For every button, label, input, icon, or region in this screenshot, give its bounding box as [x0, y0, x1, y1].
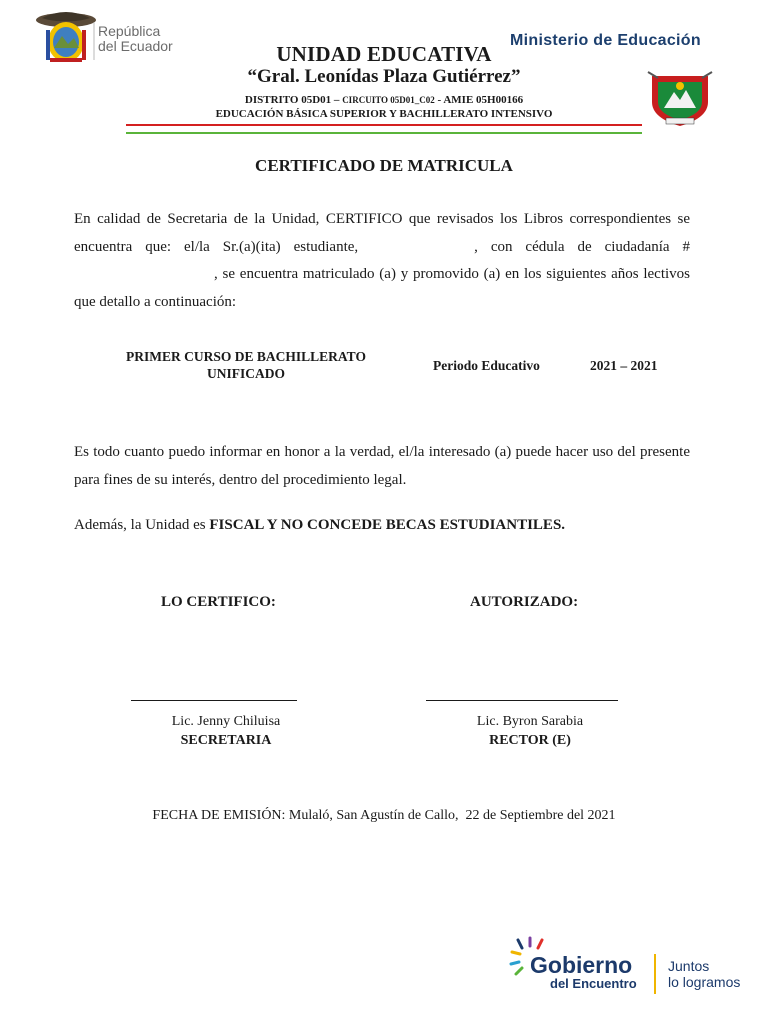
p1-part-b: , con cédula de ciudadanía #	[474, 238, 690, 255]
certificate-paragraph-3	[74, 512, 690, 540]
distrito-part-b: CIRCUITO 05D01_C02	[342, 95, 435, 105]
distrito-part-a: DISTRITO 05D01 –	[244, 94, 343, 106]
p3-part-b: FISCAL Y NO CONCEDE BECAS ESTUDIANTILES.	[209, 517, 566, 533]
republica-line2: del Ecuador	[98, 38, 173, 54]
certificate-paragraph-1	[74, 206, 690, 316]
juntos-line2: lo logramos	[668, 974, 741, 990]
secretaria-role: SECRETARIA	[180, 733, 272, 748]
juntos-line1: Juntos	[668, 958, 710, 974]
course-name	[96, 348, 396, 382]
header-divider-red	[126, 124, 642, 126]
juntos-lo-logramos-text	[668, 958, 740, 990]
educacion-line: EDUCACIÓN BÁSICA SUPERIOR Y BACHILLERATO INTENSIVO	[215, 108, 553, 120]
header-divider-green	[126, 132, 642, 134]
periodo-label: Periodo Educativo	[433, 358, 540, 373]
p1-part-c: , se encuentra matriculado (a) y promovido (a) en los siguientes años lectivos que detallo a continuación:	[74, 266, 690, 310]
rector-name: Lic. Byron Sarabia	[476, 714, 584, 729]
rector-role: RECTOR (E)	[489, 733, 571, 748]
ministerio-logo-text: Ministerio de Educación	[510, 32, 701, 49]
autorizado-heading: AUTORIZADO:	[470, 594, 579, 610]
fecha-emision: FECHA DE EMISIÓN: Mulaló, San Agustín de Callo, 22 de Septiembre del 2021	[152, 808, 616, 823]
lo-certifico-heading: LO CERTIFICO:	[161, 594, 276, 610]
distrito-line	[0, 94, 768, 106]
distrito-part-c: - AMIE 05H00166	[434, 94, 524, 106]
secretaria-name: Lic. Jenny Chiluisa	[171, 714, 281, 729]
periodo-value: 2021 – 2021	[590, 358, 658, 373]
certificate-paragraph-2: Es todo cuanto puedo informar en honor a la verdad, el/la interesado (a) puede hacer uso del presente para fines de su interés, dentro del procedimiento legal.	[74, 444, 690, 488]
rector-signature-line	[426, 700, 618, 701]
school-patron: “Gral. Leonídas Plaza Gutiérrez”	[247, 66, 521, 87]
footer-divider	[654, 954, 656, 994]
course-line2: UNIFICADO	[206, 366, 285, 381]
republica-line1: República	[98, 23, 161, 39]
school-name: UNIDAD EDUCATIVA	[276, 42, 492, 66]
secretaria-signature-line	[131, 700, 297, 701]
course-line1: PRIMER CURSO DE BACHILLERATO	[126, 349, 366, 364]
del-encuentro-text: del Encuentro	[550, 976, 637, 991]
gobierno-text: Gobierno	[530, 952, 633, 978]
p1-part-a: En calidad de Secretaria de la Unidad, CERTIFICO que revisados los Libros correspondientes se encuentra que: el/la Sr.(a)(ita) estudiante,	[74, 211, 690, 255]
p3-part-a: Además, la Unidad es	[74, 517, 210, 533]
certificate-title: CERTIFICADO DE MATRICULA	[255, 156, 513, 175]
